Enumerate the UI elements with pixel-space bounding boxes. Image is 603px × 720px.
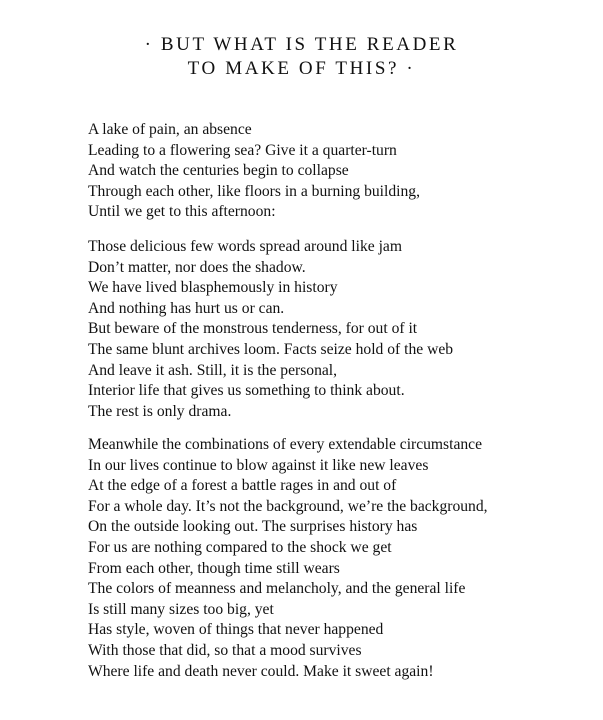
poem-line: The colors of meanness and melancholy, and the general life: [88, 580, 466, 598]
poem-title-line-1: · BUT WHAT IS THE READER: [144, 34, 459, 55]
stanza-3: [88, 435, 488, 682]
poem-line: Until we get to this afternoon:: [88, 203, 276, 221]
stanza-2: [88, 237, 453, 422]
poem-line: In our lives continue to blow against it like new leaves: [88, 456, 429, 474]
poem-line: Don’t matter, nor does the shadow.: [88, 258, 306, 276]
stanza-1: [88, 120, 420, 223]
poem-line: From each other, though time still wears: [88, 559, 340, 577]
poem-line: Through each other, like floors in a burning building,: [88, 182, 420, 200]
poem-line: Is still many sizes too big, yet: [88, 600, 274, 618]
poem-line: But beware of the monstrous tenderness, for out of it: [88, 320, 418, 338]
poem-line: And nothing has hurt us or can.: [88, 299, 285, 317]
poem-line: We have lived blasphemously in history: [88, 279, 338, 297]
poem-line: For a whole day. It’s not the background, we’re the background,: [88, 497, 488, 515]
poem-line: For us are nothing compared to the shock we get: [88, 538, 392, 556]
poem-line: At the edge of a forest a battle rages in and out of: [88, 477, 397, 495]
poem-line: With those that did, so that a mood survives: [88, 641, 362, 659]
poem-line: Meanwhile the combinations of every extendable circumstance: [88, 436, 483, 453]
poem-line: The same blunt archives loom. Facts seize hold of the web: [88, 340, 454, 358]
poem-line: Leading to a flowering sea? Give it a quarter-turn: [88, 141, 397, 159]
poem-line: Where life and death never could. Make it sweet again!: [88, 662, 434, 680]
poem-line: A lake of pain, an absence: [88, 121, 252, 138]
poem-line: Interior life that gives us something to think about.: [88, 382, 405, 400]
poem-line: Those delicious few words spread around like jam: [88, 238, 402, 255]
poem-line: And watch the centuries begin to collapse: [88, 162, 349, 180]
poem-line: Has style, woven of things that never happened: [88, 621, 384, 639]
poem-line: On the outside looking out. The surprises history has: [88, 518, 418, 536]
poem-line: And leave it ash. Still, it is the personal,: [88, 361, 338, 379]
poem-title-line-2: TO MAKE OF THIS? ·: [187, 58, 416, 79]
poem-line: The rest is only drama.: [88, 402, 232, 420]
